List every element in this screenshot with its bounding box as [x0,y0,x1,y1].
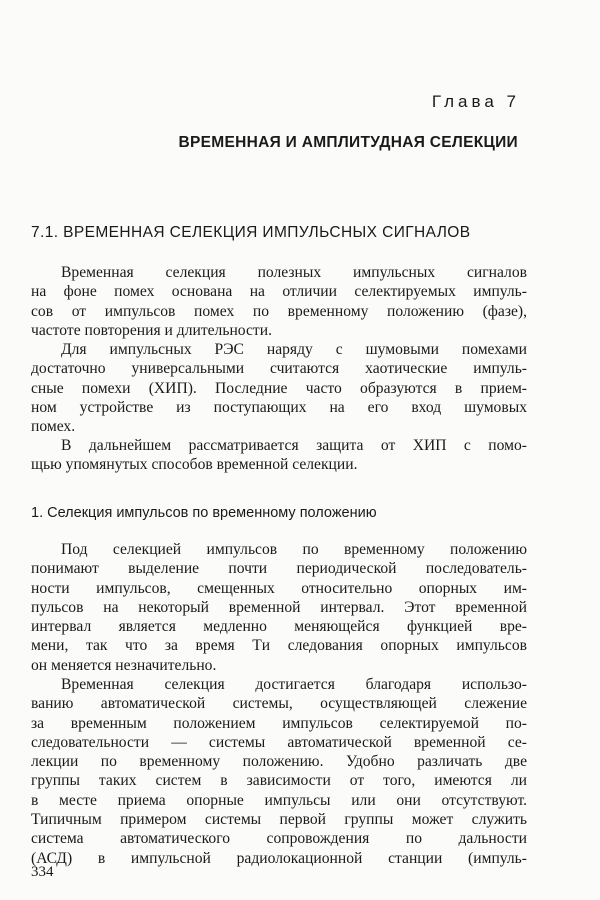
text-line: ности импульсов, смещенных относительно опорных им- [31,579,527,597]
text-line: сов от импульсов помех по временному положению (фазе), [31,302,527,320]
text-line: Временная селекция полезных импульсных сигналов [61,264,527,281]
text-line: достаточно универсальными считаются хаотические импуль- [31,360,527,378]
text-line: частоте повторения и длительности. [31,321,272,339]
text-line: щью упомянутых способов временной селекции. [31,456,358,474]
text-line: ном устройстве из поступающих на его вход шумовых [31,398,527,416]
text-line: интервал является медленно меняющейся функцией вре- [31,618,527,636]
text-line: Под селекцией импульсов по временному положению [61,541,527,558]
text-line: система автоматического сопровождения по дальности [31,830,527,848]
page-number: 334 [31,864,54,880]
subsection-paragraph-1 [31,540,527,675]
text-line: В дальнейшем рассматривается защита от ХИП с помо- [61,437,527,454]
subsection-title: 1. Селекция импульсов по временному положению [31,505,377,521]
chapter-title: ВРЕМЕННАЯ И АМПЛИТУДНАЯ СЕЛЕКЦИИ [178,134,518,151]
intro-paragraph-3 [31,436,527,475]
text-line: Типичным примером системы первой группы может служить [31,811,527,829]
text-line: за временным положением импульсов селектируемой по- [31,714,527,732]
text-line: ванию автоматической системы, осуществляющей слежение [31,695,527,713]
chapter-label: Глава 7 [431,92,520,111]
text-line: (АСД) в импульсной радиолокационной станции (импуль- [31,849,527,867]
text-line: группы таких систем в зависимости от того, имеются ли [31,772,527,790]
text-line: он меняется незначительно. [31,656,217,674]
section-title: 7.1. ВРЕМЕННАЯ СЕЛЕКЦИЯ ИМПУЛЬСНЫХ СИГНАЛОВ [31,224,471,241]
subsection-paragraph-2 [31,675,527,868]
text-line: Временная селекция достигается благодаря использо- [61,676,527,693]
text-line: следовательности — системы автоматической временной се- [31,733,527,751]
text-line: мени, так что за время Tи следования опорных импульсов [31,637,527,655]
intro-paragraph-1 [31,263,527,340]
text-line: лекции по временному положению. Удобно различать две [31,753,527,771]
text-line: понимают выделение почти периодической последователь- [31,560,527,578]
text-line: сные помехи (ХИП). Последние часто образуются в прием- [31,379,527,397]
text-line: Для импульсных РЭС наряду с шумовыми помехами [61,341,527,358]
intro-paragraph-2 [31,340,527,436]
text-line: на фоне помех основана на отличии селектируемых импуль- [31,283,527,301]
text-line: пульсов на некоторый временной интервал. Этот временной [31,598,527,616]
text-line: в месте приема опорные импульсы или они отсутствуют. [31,791,527,809]
text-line: помех. [31,418,76,436]
